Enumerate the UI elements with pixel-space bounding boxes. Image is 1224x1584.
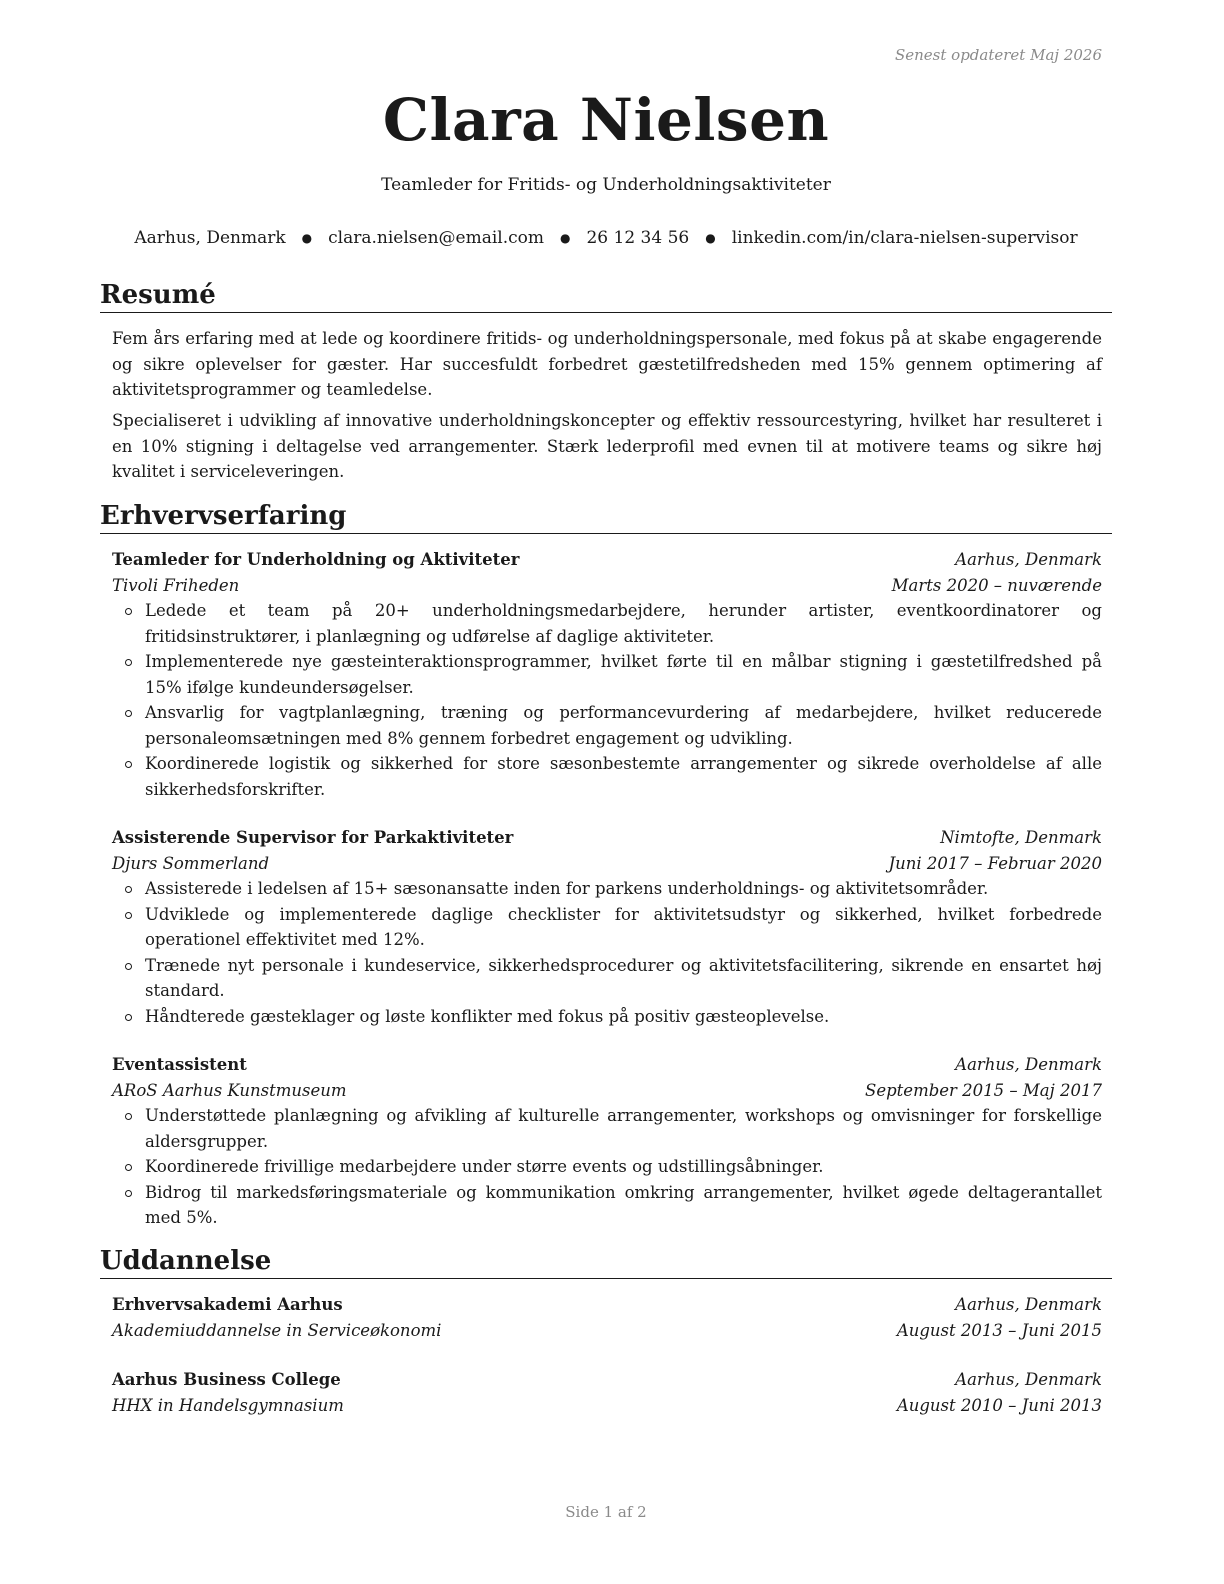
list-item: Koordinerede frivillige medarbejdere under større events og udstillingsåbninger. — [112, 1154, 1102, 1180]
contact-location: Aarhus, Denmark — [134, 228, 286, 248]
summary-paragraph: Fem års erfaring med at lede og koordinere fritids- og underholdningspersonale, med fokus på at skabe engagerende og sikre oplevelser for gæster. Har succesfuldt forbedret gæstetilfredsheden med 15% gennem optimering af aktivitetsprogrammer og teamledelse. — [112, 329, 1102, 399]
education-entry — [112, 1367, 1102, 1418]
list-item: Udviklede og implementerede daglige checklister for aktivitetsudstyr og sikkerhed, hvilket forbedrede operationel effektivitet med 12%. — [112, 902, 1102, 953]
page-number: Side 1 af 2 — [565, 1503, 647, 1521]
job-entry — [112, 1052, 1102, 1231]
job-company: ARoS Aarhus Kunstmuseum — [112, 1080, 347, 1100]
job-location: Aarhus, Denmark — [955, 550, 1102, 569]
job-entry — [112, 547, 1102, 802]
job-company: Djurs Sommerland — [112, 853, 270, 873]
school-dates: August 2010 – Juni 2013 — [896, 1395, 1102, 1415]
resume-page — [100, 0, 1112, 1584]
list-item: Implementerede nye gæsteinteraktionsprogrammer, hvilket førte til en målbar stigning i gæstetilfredshed på 15% ifølge kundeundersøgelser. — [112, 649, 1102, 700]
candidate-name: Clara Nielsen — [382, 86, 830, 154]
bullet-separator-icon: ● — [705, 231, 716, 245]
job-role: Eventassistent — [112, 1055, 247, 1074]
list-item: Ansvarlig for vagtplanlægning, træning og performancevurdering af medarbejdere, hvilket reducerede personaleomsætningen med 8% gennem forbedret engagement og udvikling. — [112, 700, 1102, 751]
list-item: Ledede et team på 20+ underholdningsmedarbejdere, herunder artister, eventkoordinatorer og fritidsinstruktører, i planlægning og udførelse af daglige aktiviteter. — [112, 598, 1102, 649]
circle-bullet-icon — [125, 1113, 132, 1120]
job-dates: Juni 2017 – Februar 2020 — [888, 853, 1102, 873]
contact-email[interactable]: clara.nielsen@email.com — [328, 228, 544, 248]
section-title-summary: Resumé — [100, 279, 1112, 313]
candidate-title: Teamleder for Fritids- og Underholdningsaktiviteter — [381, 175, 831, 195]
circle-bullet-icon — [125, 710, 132, 717]
list-item: Koordinerede logistik og sikkerhed for store sæsonbestemte arrangementer og sikrede overholdelse af alle sikkerhedsforskrifter. — [112, 751, 1102, 802]
school-location: Aarhus, Denmark — [955, 1370, 1102, 1389]
circle-bullet-icon — [125, 886, 132, 893]
job-dates: September 2015 – Maj 2017 — [865, 1080, 1102, 1100]
list-item: Håndterede gæsteklager og løste konflikter med fokus på positiv gæsteoplevelse. — [112, 1004, 1102, 1030]
job-location: Nimtofte, Denmark — [940, 828, 1102, 847]
bullet-separator-icon: ● — [301, 231, 313, 245]
circle-bullet-icon — [125, 912, 132, 919]
job-dates: Marts 2020 – nuværende — [891, 575, 1102, 595]
bullet-separator-icon: ● — [560, 231, 571, 245]
list-item: Assisterede i ledelsen af 15+ sæsonansatte inden for parkens underholdnings- og aktivitetsområder. — [112, 876, 1102, 902]
job-location: Aarhus, Denmark — [955, 1055, 1102, 1074]
last-updated: Senest opdateret Maj 2026 — [894, 46, 1102, 64]
circle-bullet-icon — [125, 1014, 132, 1021]
circle-bullet-icon — [125, 659, 132, 666]
job-role: Teamleder for Underholdning og Aktiviteter — [112, 550, 520, 569]
list-item: Understøttede planlægning og afvikling af kulturelle arrangementer, workshops og omvisninger for forskellige aldersgrupper. — [112, 1103, 1102, 1154]
circle-bullet-icon — [125, 1164, 132, 1171]
school-degree: HHX in Handelsgymnasium — [112, 1395, 344, 1415]
circle-bullet-icon — [125, 608, 132, 615]
school-name: Aarhus Business College — [112, 1370, 341, 1389]
school-degree: Akademiuddannelse in Serviceøkonomi — [112, 1320, 442, 1340]
contact-linkedin[interactable]: linkedin.com/in/clara-nielsen-supervisor — [731, 228, 1078, 248]
job-entry — [112, 825, 1102, 1029]
circle-bullet-icon — [125, 963, 132, 970]
summary-paragraph: Specialiseret i udvikling af innovative underholdningskoncepter og effektiv ressourcestyring, hvilket har resulteret i en 10% stigning i deltagelse ved arrangementer. Stærk lederprofil med evnen til at motivere teams og sikre høj kvalitet i serviceleveringen. — [112, 411, 1102, 481]
school-name: Erhvervsakademi Aarhus — [112, 1295, 343, 1314]
education-entry — [112, 1292, 1102, 1343]
contact-line — [100, 228, 1112, 248]
list-item: Bidrog til markedsføringsmateriale og kommunikation omkring arrangementer, hvilket øgede deltagerantallet med 5%. — [112, 1180, 1102, 1231]
circle-bullet-icon — [125, 1190, 132, 1197]
section-title-experience: Erhvervserfaring — [100, 500, 1112, 534]
job-role: Assisterende Supervisor for Parkaktiviteter — [112, 828, 514, 847]
contact-phone: 26 12 34 56 — [586, 228, 690, 248]
job-company: Tivoli Friheden — [112, 575, 240, 595]
school-location: Aarhus, Denmark — [955, 1295, 1102, 1314]
list-item: Trænede nyt personale i kundeservice, sikkerhedsprocedurer og aktivitetsfacilitering, sikrende en ensartet høj standard. — [112, 953, 1102, 1004]
school-dates: August 2013 – Juni 2015 — [896, 1320, 1102, 1340]
section-title-education: Uddannelse — [100, 1245, 1112, 1279]
circle-bullet-icon — [125, 761, 132, 768]
